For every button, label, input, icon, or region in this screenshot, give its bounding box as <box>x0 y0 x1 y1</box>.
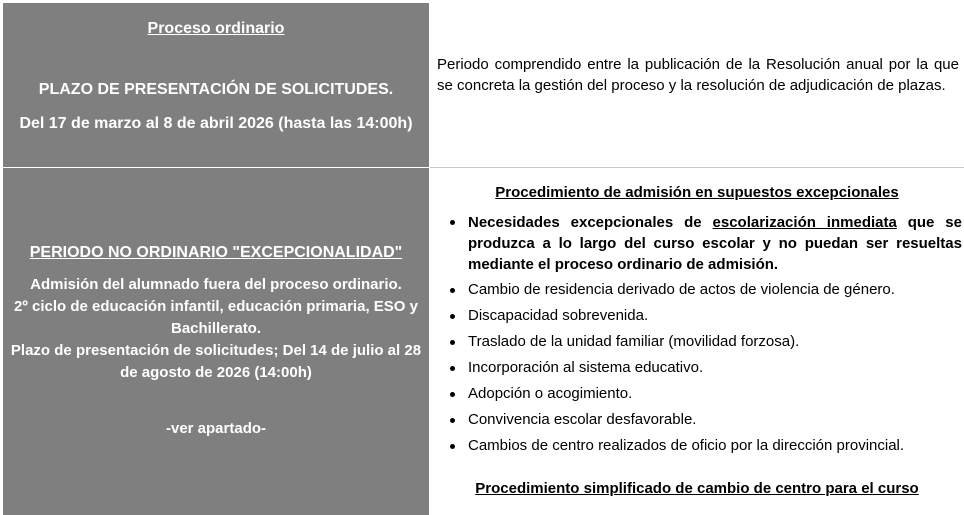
list-item: Cambios de centro realizados de oficio por la dirección provincial. <box>444 436 962 456</box>
excepcional-line3: Plazo de presentación de solicitudes; Del 14 de julio al 28 de agosto de 2026 (14:00h) <box>10 342 422 381</box>
excepcional-right-cell <box>430 168 964 515</box>
excepcional-left-cell <box>3 168 429 515</box>
list-item: Adopción o acogimiento. <box>444 384 962 404</box>
ver-apartado-text: -ver apartado- <box>165 420 267 437</box>
exceptional-cases-list <box>444 212 962 462</box>
first-item-post: que se produzca a lo largo del curso escolar y no puedan ser resueltas mediante el proceso ordinario de admisión. <box>468 214 962 273</box>
escolarizacion-inmediata-link[interactable]: escolarización inmediata <box>712 214 897 231</box>
admission-table <box>3 3 964 515</box>
procedure-heading: Procedimiento de admisión en supuestos excepcionales <box>495 184 899 201</box>
first-item-pre: Necesidades excepcionales de <box>468 214 713 231</box>
ordinario-dates: Del 17 de marzo al 8 de abril 2026 (hasta las 14:00h) <box>19 115 413 132</box>
list-item <box>444 212 962 275</box>
excepcional-body <box>7 274 425 384</box>
row-proceso-ordinario <box>3 3 964 167</box>
list-item: Traslado de la unidad familiar (movilidad forzosa). <box>444 332 962 352</box>
list-item: Convivencia escolar desfavorable. <box>444 410 962 430</box>
excepcional-line2: 2º ciclo de educación infantil, educación primaria, ESO y Bachillerato. <box>14 298 418 337</box>
ordinario-left-cell <box>3 3 429 167</box>
plazo-heading: PLAZO DE PRESENTACIÓN DE SOLICITUDES. <box>38 81 394 98</box>
ordinario-description: Periodo comprendido entre la publicación de la Resolución anual por la que se concreta la gestión del proceso y la resolución de adjudicación de plazas. <box>437 56 959 94</box>
ordinario-title: Proceso ordinario <box>147 20 285 37</box>
footer-procedure-heading: Procedimiento simplificado de cambio de centro para el curso <box>475 480 919 497</box>
list-item: Discapacidad sobrevenida. <box>444 306 962 326</box>
excepcional-title: PERIODO NO ORDINARIO "EXCEPCIONALIDAD" <box>29 244 403 261</box>
list-item: Incorporación al sistema educativo. <box>444 358 962 378</box>
row-periodo-excepcional <box>3 168 964 515</box>
ordinario-right-cell <box>430 3 964 168</box>
excepcional-line1: Admisión del alumnado fuera del proceso ordinario. <box>30 276 402 293</box>
list-item: Cambio de residencia derivado de actos de violencia de género. <box>444 280 962 300</box>
